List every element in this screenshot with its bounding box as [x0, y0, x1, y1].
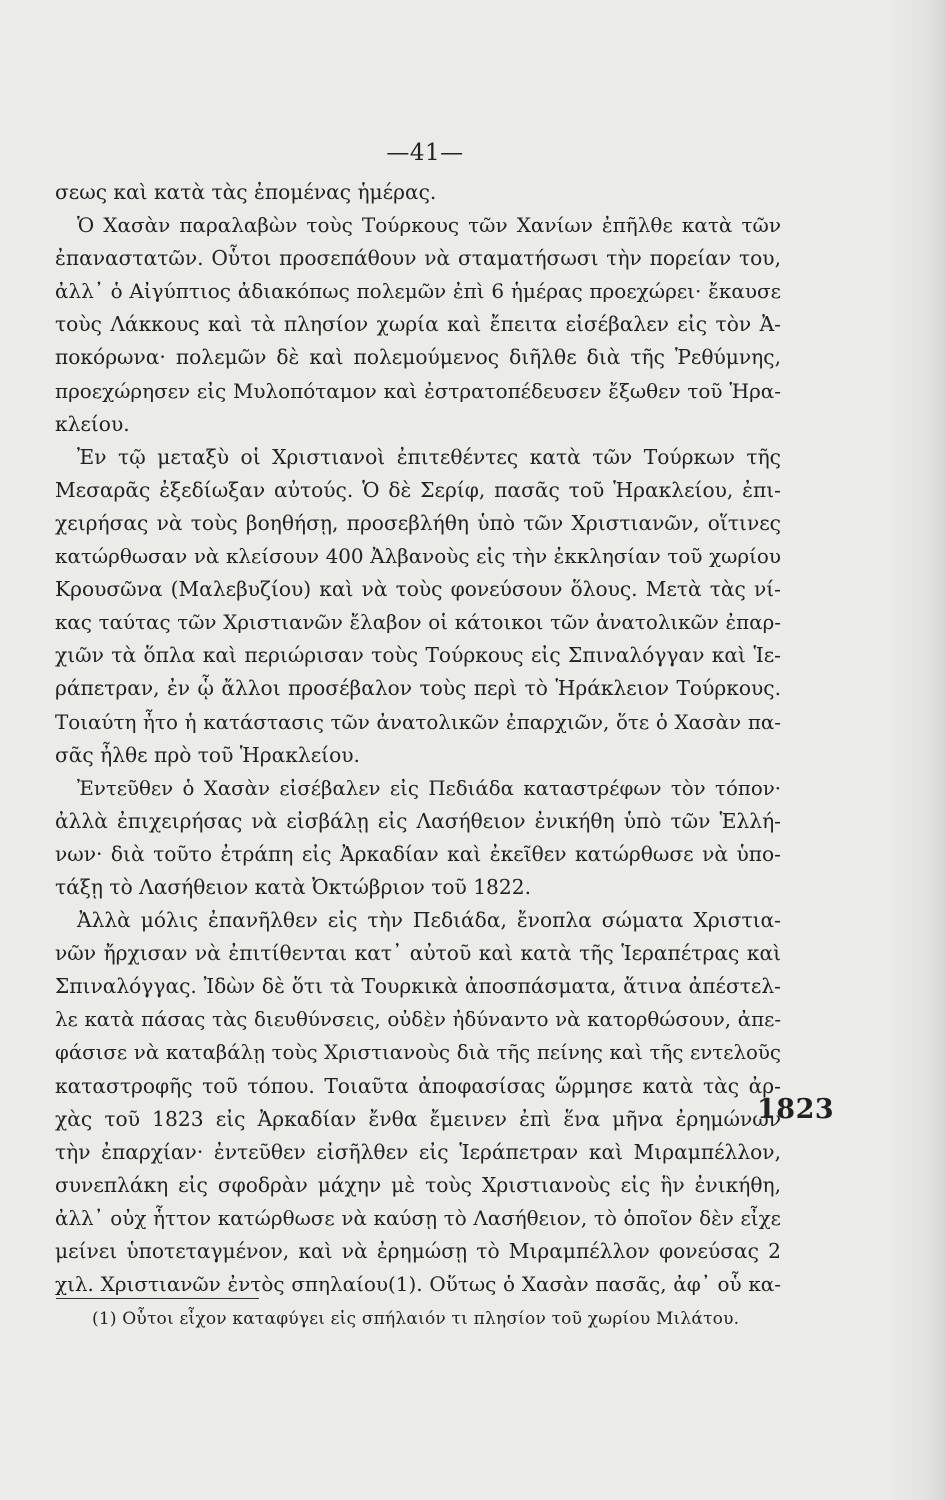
text-line: φάσισε νὰ καταβάλῃ τοὺς Χριστιανοὺς διὰ τῆς πείνης καὶ τῆς εντελοῦς: [55, 1041, 781, 1065]
text-line: τὴν ἐπαρχίαν· ἐντεῦθεν εἰσῆλθεν εἰς Ἱεράπετραν καὶ Μιραμπέλλον,: [55, 1139, 781, 1164]
footnote-divider: [56, 1298, 259, 1299]
text-line: Ὁ Χασὰν παραλαβὼν τοὺς Τούρκους τῶν Χανίων ἐπῆλθε κατὰ τῶν: [77, 213, 781, 238]
text-line: σᾶς ἦλθε πρὸ τοῦ Ἡρακλείου.: [55, 742, 360, 767]
text-line: χιῶν τὰ ὅπλα καὶ περιώρισαν τοὺς Τούρκους εἰς Σπιναλόγγαν καὶ Ἱε-: [55, 643, 781, 668]
text-line: Ἐντεῦθεν ὁ Χασὰν εἰσέβαλεν εἰς Πεδιάδα καταστρέφων τὸν τόπον·: [77, 776, 781, 800]
marginal-year-note: 1823: [757, 1094, 835, 1125]
text-line: χὰς τοῦ 1823 εἰς Ἀρκαδίαν ἔνθα ἔμεινεν ἐπὶ ἕνα μῆνα ἐρημώνων: [55, 1106, 781, 1131]
text-line: ἐπαναστατῶν. Οὗτοι προσεπάθουν νὰ σταματήσωσι τὴν πορείαν του,: [55, 246, 781, 271]
text-line: μείνει ὑποτεταγμένον, καὶ νὰ ἐρημώσῃ τὸ Μιραμπέλλον φονεύσας 2: [55, 1239, 781, 1263]
body-text: [55, 176, 781, 1301]
text-line: Κρουσῶνα (Μαλεβυζίου) καὶ νὰ τοὺς φονεύσουν ὅλους. Μετὰ τὰς νί-: [55, 577, 781, 602]
text-line: τοὺς Λάκκους καὶ τὰ πλησίον χωρία καὶ ἔπειτα εἰσέβαλεν εἰς τὸν Ἀ-: [55, 312, 781, 337]
text-line: χιλ. Χριστιανῶν ἐντὸς σπηλαίου(1). Οὕτως ὁ Χασὰν πασᾶς, ἀφ᾽ οὗ κα-: [55, 1272, 781, 1297]
text-line: ἀλλὰ ἐπιχειρήσας νὰ εἰσβάλῃ εἰς Λασήθειον ἐνικήθη ὑπὸ τῶν Ἑλλή-: [55, 808, 781, 833]
text-line: ἀλλ᾽ οὐχ ἧττον κατώρθωσε νὰ καύσῃ τὸ Λασήθειον, τὸ ὁποῖον δὲν εἶχε: [55, 1206, 781, 1230]
text-line: ποκόρωνα· πολεμῶν δὲ καὶ πολεμούμενος διῆλθε διὰ τῆς Ῥεθύμνης,: [55, 345, 781, 370]
text-line: καταστροφῆς τοῦ τόπου. Τοιαῦτα ἀποφασίσας ὥρμησε κατὰ τὰς ἀρ-: [55, 1073, 781, 1098]
text-line: Ἐν τῷ μεταξὺ οἱ Χριστιανοὶ ἐπιτεθέντες κατὰ τῶν Τούρκων τῆς: [77, 444, 781, 469]
text-line: ἀλλ᾽ ὁ Αἰγύπτιος ἀδιακόπως πολεμῶν ἐπὶ 6 ἡμέρας προεχώρει· ἔκαυσε: [55, 279, 781, 304]
text-line: Τοιαύτη ἦτο ἡ κατάστασις τῶν ἀνατολικῶν ἐπαρχιῶν, ὅτε ὁ Χασὰν πα-: [55, 710, 781, 734]
text-line: σεως καὶ κατὰ τὰς ἐπομένας ἡμέρας.: [55, 180, 437, 204]
text-line: κατώρθωσαν νὰ κλείσουν 400 Ἀλβανοὺς εἰς τὴν ἐκκλησίαν τοῦ χωρίου: [55, 545, 781, 569]
text-line: λε κατὰ πάσας τὰς διευθύνσεις, οὐδὲν ἠδύναντο νὰ κατορθώσουν, ἀπε-: [55, 1008, 781, 1032]
text-line: συνεπλάκη εἰς σφοδρὰν μάχην μὲ τοὺς Χριστιανοὺς εἰς ἣν ἐνικήθη,: [55, 1172, 781, 1197]
footnote: (1) Οὗτοι εἶχον καταφύγει εἰς σπήλαιόν τι πλησίον τοῦ χωρίου Μιλάτου.: [92, 1309, 740, 1329]
text-line: προεχώρησεν εἰς Μυλοπόταμον καὶ ἐστρατοπέδευσεν ἔξωθεν τοῦ Ἡρα-: [55, 379, 781, 403]
text-line: Ἀλλὰ μόλις ἐπανῆλθεν εἰς τὴν Πεδιάδα, ἔνοπλα σώματα Χριστια-: [77, 908, 781, 933]
text-line: κλείου.: [55, 411, 130, 436]
text-line: χειρήσας νὰ τοὺς βοηθήσῃ, προσεβλήθη ὑπὸ τῶν Χριστιανῶν, οἵτινες: [55, 510, 781, 535]
page-edge-shadow: [885, 0, 945, 1500]
text-line: Σπιναλόγγας. Ἰδὼν δὲ ὅτι τὰ Τουρκικὰ ἀποσπάσματα, ἅτινα ἀπέστελ-: [55, 974, 781, 999]
text-line: νῶν ἤρχισαν νὰ ἐπιτίθενται κατ᾽ αὐτοῦ καὶ κατὰ τῆς Ἱεραπέτρας καὶ: [55, 941, 781, 966]
text-line: κας ταύτας τῶν Χριστιανῶν ἔλαβον οἱ κάτοικοι τῶν ἀνατολικῶν ἐπαρ-: [55, 611, 781, 635]
text-line: ράπετραν, ἐν ᾧ ἄλλοι προσέβαλον τοὺς περὶ τὸ Ἡράκλειον Τούρκους.: [55, 676, 781, 701]
text-line: τάξῃ τὸ Λασήθειον κατὰ Ὀκτώβριον τοῦ 1822.: [55, 874, 531, 899]
text-line: Μεσαρᾶς ἐξεδίωξαν αὐτούς. Ὁ δὲ Σερίφ, πασᾶς τοῦ Ἡρακλείου, ἐπι-: [55, 477, 781, 502]
text-line: νων· διὰ τοῦτο ἐτράπη εἰς Ἀρκαδίαν καὶ ἐκεῖθεν κατώρθωσε νὰ ὑπο-: [55, 841, 781, 866]
page-number: —41—: [386, 140, 464, 166]
